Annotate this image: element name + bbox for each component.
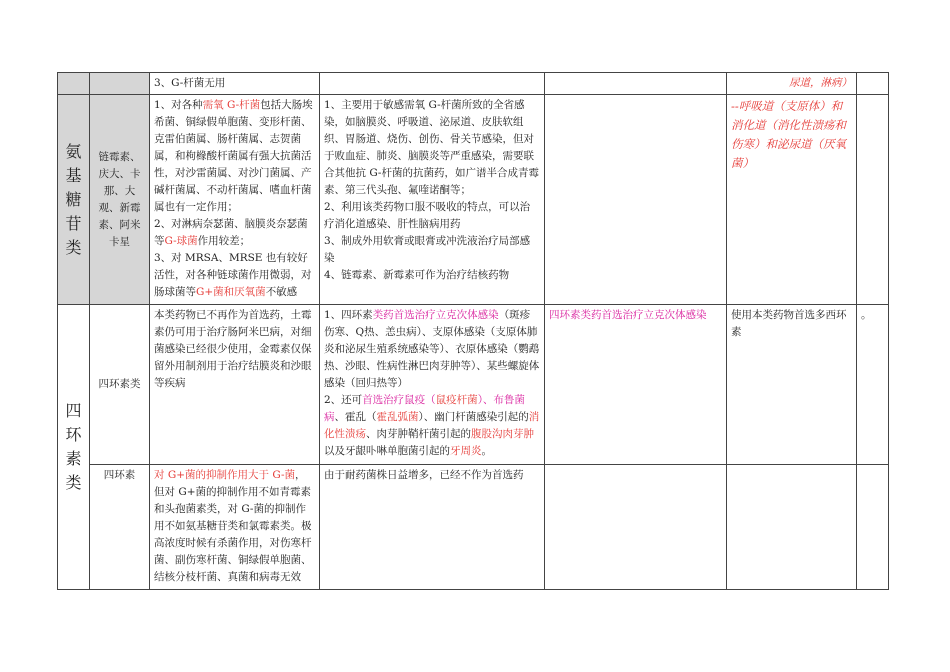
cell [857, 95, 889, 305]
uses-cell: 1、四环素类药首选治疗立克次体感染（斑疹伤寒、Q热、恙虫病）、支原体感染（支原体肺炎和泌尿生殖系统感染等）、衣原体感染（鹦鹉热、沙眼、性病性淋巴肉芽肿等）、某些螺旋体感染（回归热等） 2、还可首选治疗鼠疫（鼠疫杆菌）、布鲁菌病、霍乱（霍乱弧菌）、幽门杆菌感染引起的消化性溃疡、肉芽肿鞘杆菌引起的腹股沟肉芽肿以及牙龈卟啉单胞菌引起的牙周炎。 [320, 305, 545, 465]
spectrum-cell: 对 G+菌的抑制作用大于 G-菌，但对 G+菌的抑制作用不如青霉素和头孢菌素类，对 G-菌的抑制作用不如氨基糖苷类和氯霉素类。极高浓度时候有杀菌作用，对伤寒杆菌、副伤寒杆菌、铜绿假单胞菌、结核分枝杆菌、真菌和病毒无效 [150, 465, 320, 590]
category-char: 类 [65, 237, 82, 257]
table-row [58, 465, 889, 590]
note-cell: 使用本类药物首选多西环素 [727, 305, 857, 465]
uses-cell: 由于耐药菌株日益增多，已经不作为首选药 [320, 465, 545, 590]
note-cell: --呼吸道（支原体）和消化道（消化性溃疡和伤寒）和泌尿道（厌氧菌） [727, 95, 857, 305]
category-char: 四 [65, 401, 82, 420]
cell [58, 73, 90, 95]
category-char: 类 [65, 473, 82, 492]
category-tetracycline [58, 305, 90, 590]
table-row [58, 73, 889, 95]
cell [90, 73, 150, 95]
category-char: 环 [65, 425, 82, 444]
table-row [58, 305, 889, 465]
cell [727, 465, 857, 590]
note-cell: 尿道，淋病） [727, 73, 857, 95]
table-row [58, 95, 889, 305]
category-char: 糖 [65, 189, 82, 209]
drug-name: 四环素 [90, 465, 150, 590]
cell [545, 95, 727, 305]
highlight-cell: 四环素类药首选治疗立克次体感染 [545, 305, 727, 465]
drug-names: 四环素类 [90, 305, 150, 465]
category-char: 苷 [65, 213, 82, 233]
category-char: 素 [65, 449, 82, 468]
cell: 。 [857, 305, 889, 465]
spectrum-cell: 1、对各种需氧 G-杆菌包括大肠埃希菌、铜绿假单胞菌、变形杆菌、克雷伯菌属、肠杆菌属、志贺菌属，和枸橼酸杆菌属有强大抗菌活性，对沙雷菌属、对沙门菌属、产碱杆菌属、不动杆菌属、嗜血杆菌属也有一定作用； 2、对淋病奈瑟菌、脑膜炎奈瑟菌等G-球菌作用较差； 3、对 MRSA、MRSE 也有较好活性，对各种链球菌作用微弱，对肠球菌等G+菌和厌氧菌不敏感 [150, 95, 320, 305]
cell [545, 465, 727, 590]
category-char: 基 [65, 165, 82, 185]
drug-names: 链霉素、庆大、卡那、大观、新霉素、阿米卡星 [90, 95, 150, 305]
category-aminoglycoside [58, 95, 90, 305]
cell [320, 73, 545, 95]
cell [857, 73, 889, 95]
spectrum-cell: 3、G-杆菌无用 [150, 73, 320, 95]
uses-cell: 1、主要用于敏感需氧 G-杆菌所致的全省感染，如脑膜炎、呼吸道、泌尿道、皮肤软组织、胃肠道、烧伤、创伤、骨关节感染，但对于败血症、肺炎、脑膜炎等严重感染，需要联合其他抗 G-杆菌的抗菌药，如广谱半合成青霉素、第三代头孢、氟喹诺酮等； 2、利用该类药物口服不吸收的特点，可以治疗消化道感染、肝性脑病用药 3、制成外用软膏或眼膏或冲洗液治疗局部感染 4、链霉素、新霉素可作为治疗结核药物 [320, 95, 545, 305]
spectrum-cell: 本类药物已不再作为首选药，土霉素仍可用于治疗肠阿米巴病，对细菌感染已经很少使用，金霉素仅保留外用制剂用于治疗结膜炎和沙眼等疾病 [150, 305, 320, 465]
drug-table [57, 72, 889, 590]
cell [545, 73, 727, 95]
category-char: 氨 [65, 141, 82, 161]
cell [857, 465, 889, 590]
